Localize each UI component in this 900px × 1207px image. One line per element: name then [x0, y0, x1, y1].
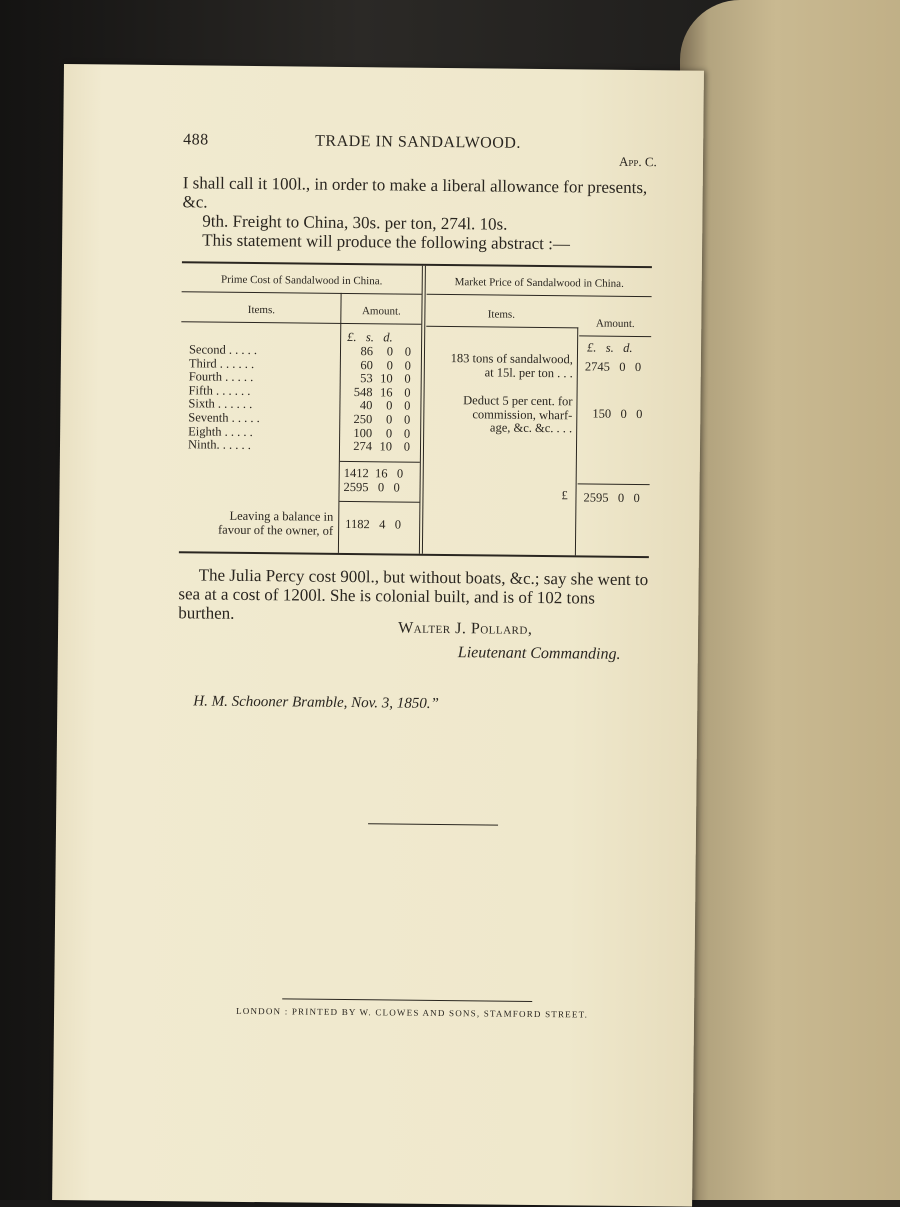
- signature-name: Walter J. Pollard,: [398, 619, 533, 638]
- printer-imprint: LONDON : PRINTED BY W. CLOWES AND SONS, STAMFORD STREET.: [236, 1005, 589, 1020]
- section-label: App. C.: [618, 153, 657, 170]
- balance-amount: 1182 4 0: [345, 516, 402, 532]
- left-amount-header: Amount.: [361, 305, 401, 318]
- right-item-deduct: Deduct 5 per cent. for commission, wharf- age, &c. &c. . . .: [463, 393, 573, 436]
- table-top-rule: [182, 261, 652, 268]
- left-header-rule: [181, 321, 421, 325]
- right-amount-rule: [579, 335, 651, 337]
- dateline: H. M. Schooner Bramble, Nov. 3, 1850.”: [193, 693, 439, 712]
- left-items-header: Items.: [247, 303, 276, 317]
- facing-page: [680, 0, 900, 1200]
- right-amount-sandalwood: 2745 0 0: [584, 359, 642, 375]
- balance-label: Leaving a balance in favour of the owner, of: [217, 508, 334, 538]
- intro-line-3: This statement will produce the following abstract :—: [202, 230, 571, 254]
- left-item-list: Second . . . . . Third . . . . . . Fourth . . . . . Fifth . . . . . . Sixth . . . . . . Seventh . . . . . Eighth . . . . . Ninth. . . . . .: [187, 342, 260, 453]
- intro-line-1: I shall call it 100l., in order to make a liberal allowance for presents, &c.: [182, 173, 648, 212]
- page-header: [183, 131, 683, 152]
- book-page: [52, 64, 704, 1207]
- left-balance-rule: [339, 501, 419, 503]
- table-divider-2: [422, 266, 426, 554]
- table-bottom-rule: [179, 551, 649, 558]
- signature-title: Lieutenant Commanding.: [457, 644, 621, 663]
- right-total-rule: [578, 483, 650, 485]
- right-item-sandalwood: 183 tons of sandalwood, at 15l. per ton . . .: [450, 351, 574, 380]
- right-currency-header: £. s. d.: [586, 340, 633, 355]
- closing-paragraph: The Julia Percy cost 900l., but without boats, &c.; say she went to sea at a cost of 1200l. She is colonial built, and is of 102 tons burthen.: [178, 565, 649, 623]
- right-total: 2595 0 0: [583, 490, 640, 506]
- right-total-symbol: £: [561, 488, 568, 503]
- intro-line-2: 9th. Freight to China, 30s. per ton, 274l. 10s.: [202, 211, 508, 234]
- right-items-header: Items.: [487, 308, 516, 321]
- right-amount-deduct: 150 0 0: [592, 406, 643, 422]
- right-header-rule: [426, 326, 578, 329]
- left-amount-column-rule: [338, 293, 342, 553]
- end-rule: [368, 823, 498, 825]
- left-pounds-column: 86 60 53 548 40 250 100 274: [353, 344, 374, 454]
- intro-text: [182, 173, 663, 254]
- running-title: TRADE IN SANDALWOOD.: [315, 132, 521, 152]
- left-total: 1412 16 0: [343, 465, 404, 481]
- left-shillings-column: 0 0 10 16 0 0 0 10: [379, 344, 394, 454]
- right-amount-column-rule: [575, 327, 578, 555]
- left-subtotal-rule: [340, 461, 420, 463]
- left-pence-column: 0 0 0 0 0 0 0 0: [403, 344, 412, 454]
- right-amount-header: Amount.: [595, 317, 635, 330]
- left-title-rule: [182, 291, 422, 295]
- left-table-title: Prime Cost of Sandalwood in China.: [221, 273, 383, 288]
- left-subtract: 2595 0 0: [343, 479, 400, 495]
- page-number: 488: [183, 131, 209, 149]
- printer-rule: [282, 998, 532, 1002]
- right-table-title: Market Price of Sandalwood in China.: [454, 276, 624, 290]
- right-title-rule: [427, 294, 652, 297]
- left-currency-header: £. s. d.: [347, 329, 393, 345]
